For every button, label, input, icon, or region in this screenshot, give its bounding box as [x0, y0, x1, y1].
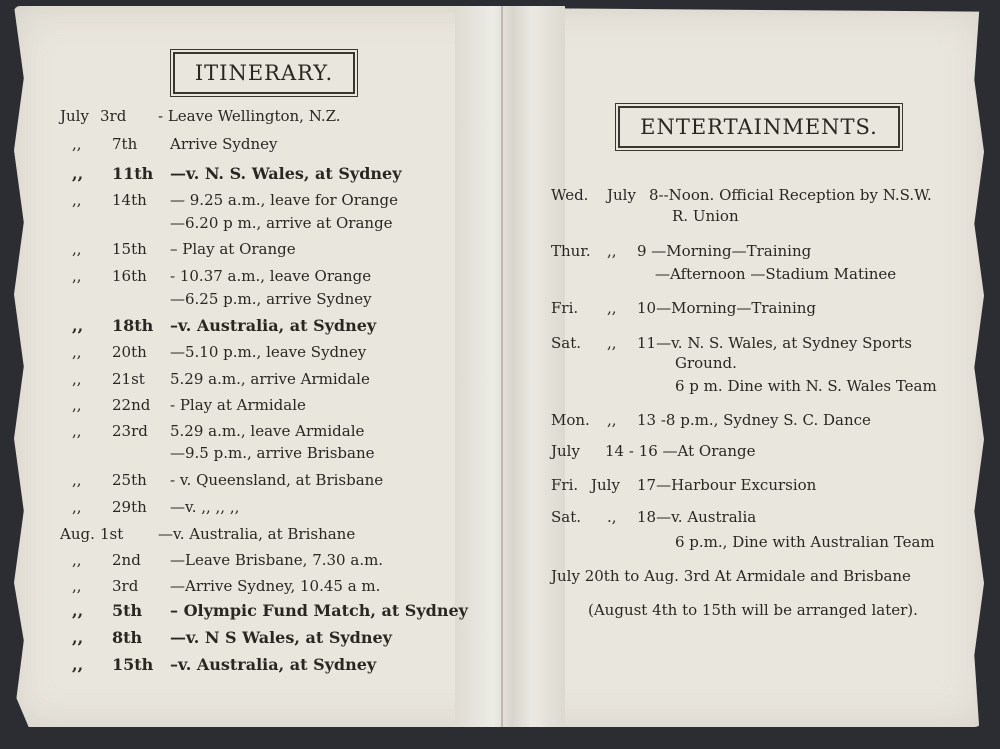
- itinerary-month: Aug.: [60, 525, 95, 543]
- entertainment-text: 17—Harbour Excursion: [637, 476, 817, 494]
- itinerary-month: ,,: [72, 135, 82, 153]
- entertainment-text: July 20th to Aug. 3rd At Armidale and Brisbane: [551, 567, 911, 585]
- itinerary-day: 5th: [112, 601, 143, 620]
- itinerary-day: 23rd: [112, 422, 148, 440]
- itinerary-row: [72, 343, 366, 361]
- itinerary-row: [72, 551, 383, 569]
- itinerary-month: ,,: [72, 164, 84, 183]
- entertainment-mark: .,: [607, 508, 617, 526]
- entertainment-row: [551, 567, 911, 585]
- entertainment-row: [655, 265, 896, 283]
- itinerary-day: 22nd: [112, 396, 151, 414]
- itinerary-row: [72, 317, 376, 335]
- itinerary-month: ,,: [72, 370, 82, 388]
- entertainment-text: 11—v. N. S. Wales, at Sydney Sports: [637, 334, 912, 352]
- entertainment-row: [675, 354, 737, 372]
- itinerary-text: - Play at Armidale: [170, 396, 306, 414]
- entertainment-day: Sat.: [551, 508, 582, 526]
- itinerary-day: 7th: [112, 135, 138, 153]
- entertainment-text: 8--Noon. Official Reception by N.S.W.: [649, 186, 932, 204]
- itinerary-row: [72, 267, 371, 285]
- entertainments-title: ENTERTAINMENTS.: [618, 106, 900, 148]
- itinerary-day: 11th: [112, 164, 154, 183]
- entertainment-day: Thur.: [551, 242, 591, 260]
- itinerary-text: 5.29 a.m., leave Armidale: [170, 422, 365, 440]
- itinerary-row: [72, 471, 383, 489]
- entertainment-text: —Afternoon —Stadium Matinee: [655, 265, 897, 283]
- itinerary-day: 15th: [112, 655, 154, 674]
- itinerary-day: 1st: [100, 525, 124, 543]
- itinerary-month: July: [60, 107, 89, 125]
- itinerary-month: ,,: [72, 577, 82, 595]
- entertainment-mark: July: [607, 186, 636, 204]
- itinerary-day: 2nd: [112, 551, 141, 569]
- itinerary-month: ,,: [72, 551, 82, 569]
- itinerary-row: [72, 422, 364, 440]
- itinerary-month: ,,: [72, 191, 82, 209]
- itinerary-month: ,,: [72, 471, 82, 489]
- itinerary-text: - 10.37 a.m., leave Orange: [170, 267, 372, 285]
- entertainment-row: [551, 299, 816, 317]
- entertainment-day: July: [551, 442, 580, 460]
- entertainment-row: [551, 508, 756, 526]
- entertainment-row: [551, 442, 755, 460]
- entertainment-mark: ,,: [607, 411, 617, 429]
- fold-line: [501, 6, 503, 727]
- itinerary-row: [72, 370, 370, 388]
- itinerary-text: 5.29 a.m., arrive Armidale: [170, 370, 370, 388]
- itinerary-row: [72, 290, 372, 308]
- entertainment-text: (August 4th to 15th will be arranged later).: [588, 601, 918, 619]
- entertainment-text: R. Union: [672, 207, 739, 225]
- itinerary-text: –v. Australia, at Sydney: [170, 655, 377, 674]
- itinerary-text: – Play at Orange: [170, 240, 296, 258]
- itinerary-month: ,,: [72, 422, 82, 440]
- itinerary-month: ,,: [72, 498, 82, 516]
- entertainment-mark: ,,: [607, 242, 617, 260]
- itinerary-text: —6.25 p.m., arrive Sydney: [170, 290, 372, 308]
- itinerary-text: —v. Australia, at Brishane: [158, 525, 356, 543]
- itinerary-row: [72, 577, 380, 595]
- itinerary-row: [72, 135, 277, 153]
- itinerary-text: —6.20 p m., arrive at Orange: [170, 214, 393, 232]
- entertainment-row: [588, 601, 918, 619]
- entertainment-row: [551, 186, 932, 204]
- itinerary-text: —v. N S Wales, at Sydney: [170, 628, 392, 647]
- entertainment-day: Sat.: [551, 334, 582, 352]
- itinerary-row: [72, 498, 239, 516]
- itinerary-text: —v. N. S. Wales, at Sydney: [170, 164, 402, 183]
- entertainment-row: [551, 476, 816, 494]
- itinerary-day: 20th: [112, 343, 147, 361]
- itinerary-month: ,,: [72, 628, 84, 647]
- itinerary-row: [72, 602, 468, 620]
- entertainment-text: 13 -8 p.m., Sydney S. C. Dance: [637, 411, 871, 429]
- itinerary-text: —Arrive Sydney, 10.45 a m.: [170, 577, 381, 595]
- entertainment-day: Wed.: [551, 186, 589, 204]
- entertainment-row: [675, 533, 935, 551]
- entertainment-text: 10—Morning—Training: [637, 299, 817, 317]
- itinerary-day: 16th: [112, 267, 147, 285]
- entertainment-mark: ,,: [607, 334, 617, 352]
- entertainment-row: [551, 242, 811, 260]
- entertainment-day: Fri.: [551, 299, 579, 317]
- itinerary-row: [60, 107, 341, 125]
- itinerary-row: [72, 444, 375, 462]
- itinerary-row: [60, 525, 355, 543]
- itinerary-month: ,,: [72, 396, 82, 414]
- itinerary-row: [72, 191, 398, 209]
- itinerary-text: —5.10 p.m., leave Sydney: [170, 343, 367, 361]
- entertainment-text: 6 p m. Dine with N. S. Wales Team: [675, 377, 937, 395]
- itinerary-day: 15th: [112, 240, 147, 258]
- itinerary-row: [72, 656, 376, 674]
- itinerary-text: Arrive Sydney: [170, 135, 278, 153]
- itinerary-row: [72, 396, 306, 414]
- entertainment-text: 18—v. Australia: [637, 508, 757, 526]
- itinerary-day: 14th: [112, 191, 147, 209]
- center-hinge: [455, 6, 565, 727]
- itinerary-row: [72, 214, 393, 232]
- entertainment-text: 14 - 16 —At Orange: [605, 442, 756, 460]
- entertainment-row: [675, 377, 937, 395]
- itinerary-row: [72, 165, 402, 183]
- entertainment-text: Ground.: [675, 354, 737, 372]
- itinerary-text: —9.5 p.m., arrive Brisbane: [170, 444, 375, 462]
- itinerary-text: — 9.25 a.m., leave for Orange: [170, 191, 398, 209]
- entertainment-row: [551, 411, 871, 429]
- itinerary-text: —Leave Brisbane, 7.30 a.m.: [170, 551, 384, 569]
- itinerary-month: ,,: [72, 240, 82, 258]
- itinerary-text: —v. ,, ,, ,,: [170, 498, 240, 516]
- itinerary-month: ,,: [72, 267, 82, 285]
- itinerary-row: [72, 240, 296, 258]
- itinerary-day: 3rd: [112, 577, 139, 595]
- itinerary-day: 18th: [112, 316, 154, 335]
- itinerary-text: - v. Queensland, at Brisbane: [170, 471, 384, 489]
- itinerary-month: ,,: [72, 343, 82, 361]
- itinerary-day: 3rd: [100, 107, 127, 125]
- entertainment-row: [672, 207, 739, 225]
- itinerary-day: 25th: [112, 471, 147, 489]
- itinerary-row: [72, 629, 392, 647]
- entertainment-mark: July: [591, 476, 620, 494]
- itinerary-text: –v. Australia, at Sydney: [170, 316, 377, 335]
- entertainment-text: 9 —Morning—Training: [637, 242, 812, 260]
- itinerary-day: 29th: [112, 498, 147, 516]
- entertainment-text: 6 p.m., Dine with Australian Team: [675, 533, 935, 551]
- itinerary-text: – Olympic Fund Match, at Sydney: [170, 601, 468, 620]
- itinerary-day: 8th: [112, 628, 143, 647]
- itinerary-day: 21st: [112, 370, 145, 388]
- itinerary-month: ,,: [72, 316, 84, 335]
- entertainment-row: [551, 334, 912, 352]
- itinerary-title: ITINERARY.: [173, 52, 355, 94]
- itinerary-text: - Leave Wellington, N.Z.: [158, 107, 341, 125]
- entertainment-day: Fri.: [551, 476, 579, 494]
- itinerary-month: ,,: [72, 601, 84, 620]
- entertainment-mark: ,,: [607, 299, 617, 317]
- entertainment-day: Mon.: [551, 411, 590, 429]
- itinerary-month: ,,: [72, 655, 84, 674]
